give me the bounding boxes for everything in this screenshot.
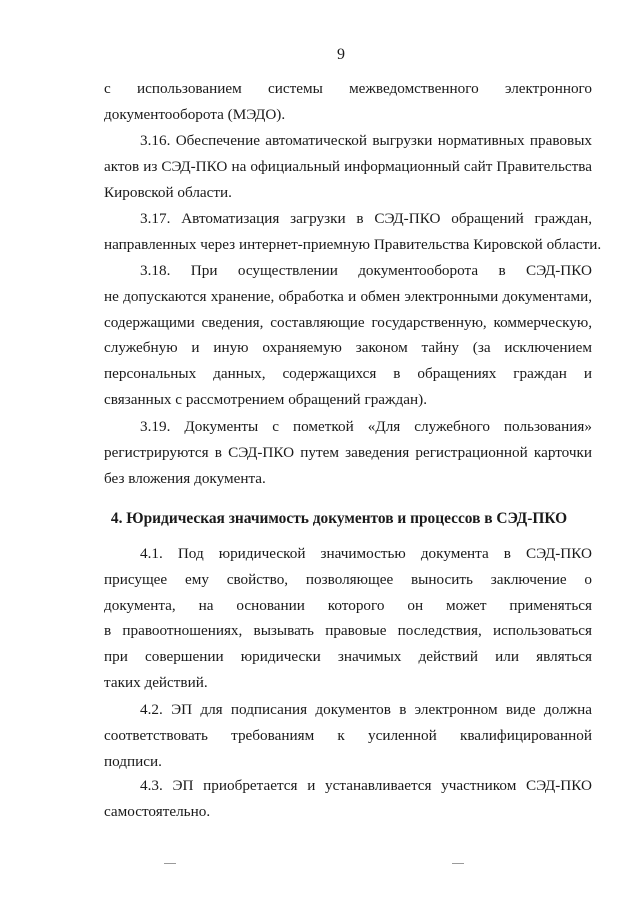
paragraph-continuation-3-15 xyxy=(104,76,592,128)
text-line: персональных данных, содержащихся в обращениях граждан и xyxy=(104,365,592,383)
text-line: актов из СЭД-ПКО на официальный информационный сайт Правительства xyxy=(104,157,592,175)
text-line: 4.2. ЭП для подписания документов в электронном виде должна xyxy=(140,701,592,718)
text-line: самостоятельно. xyxy=(104,802,211,820)
text-line: с использованием системы межведомственного электронного xyxy=(104,80,592,97)
text-line: Кировской области. xyxy=(104,183,232,201)
paragraph-3-18 xyxy=(104,258,592,413)
text-line: без вложения документа. xyxy=(104,469,266,487)
paragraph-3-16 xyxy=(104,128,592,205)
text-line: 3.17. Автоматизация загрузки в СЭД-ПКО обращений граждан, xyxy=(140,210,592,227)
paragraph-4-3 xyxy=(104,773,592,825)
text-line: содержащими сведения, составляющие государственную, коммерческую, xyxy=(104,313,592,331)
text-line: 4.1. Под юридической значимостью документа в СЭД-ПКО xyxy=(140,545,592,562)
text-line: служебную и иную охраняемую законом тайну (за исключением xyxy=(104,339,592,357)
section-heading: 4. Юридическая значимость документов и процессов в СЭД-ПКО xyxy=(110,510,568,527)
text-line: 3.16. Обеспечение автоматической выгрузки нормативных правовых xyxy=(140,132,592,149)
text-line: документа, на основании которого он может применяться xyxy=(104,596,592,614)
text-line: присущее ему свойство, позволяющее выносить заключение о xyxy=(104,570,592,588)
text-line: 3.18. При осуществлении документооборота в СЭД-ПКО xyxy=(140,262,592,279)
text-line: 3.19. Документы с пометкой «Для служебного пользования» xyxy=(140,418,592,435)
text-line: соответствовать требованиям к усиленной квалифицированной xyxy=(104,726,592,744)
paragraph-3-19 xyxy=(104,414,592,491)
text-line: связанных с рассмотрением обращений граждан). xyxy=(104,390,427,408)
scan-artifact xyxy=(164,863,176,864)
paragraph-4-1 xyxy=(104,541,592,696)
text-line: документооборота (МЭДО). xyxy=(104,105,286,123)
text-line: не допускаются хранение, обработка и обмен электронными документами, xyxy=(104,287,592,305)
text-line: в правоотношениях, вызывать правовые последствия, использоваться xyxy=(104,622,592,640)
page-number: 9 xyxy=(337,46,345,63)
text-line: регистрируются в СЭД-ПКО путем заведения регистрационной карточки xyxy=(104,443,592,461)
text-line: при совершении юридически значимых действий или являться xyxy=(104,648,592,666)
text-line: подписи. xyxy=(104,752,162,770)
text-line: таких действий. xyxy=(104,673,208,691)
text-line: 4.3. ЭП приобретается и устанавливается участником СЭД-ПКО xyxy=(140,777,592,794)
paragraph-3-17 xyxy=(104,206,602,258)
text-line: направленных через интернет-приемную Правительства Кировской области. xyxy=(104,235,602,253)
paragraph-4-2 xyxy=(104,697,592,774)
scan-artifact xyxy=(452,863,464,864)
